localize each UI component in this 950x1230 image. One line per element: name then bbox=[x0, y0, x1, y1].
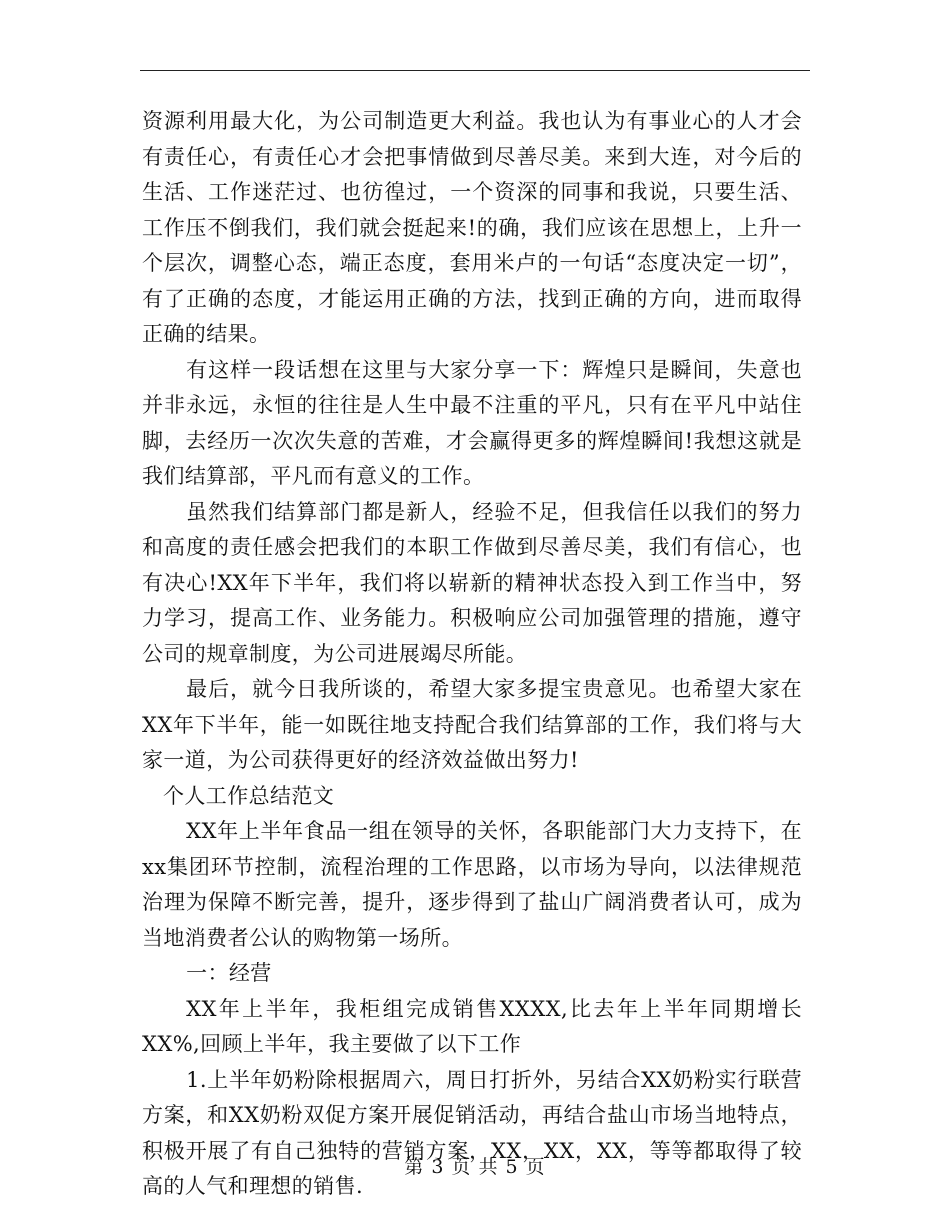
section-title: 个人工作总结范文 bbox=[163, 783, 335, 808]
document-body bbox=[142, 104, 802, 1205]
paragraph-6: XX年上半年食品一组在领导的关怀，各职能部门大力支持下，在xx集团环节控制，流程治理的工作思路，以市场为导向，以法律规范治理为保障不断完善，提升，逐步得到了盐山广阔消费者认可，成为当地消费者公认的购物第一场所。 bbox=[142, 819, 802, 950]
subsection-heading: 一：经营 bbox=[186, 961, 272, 985]
paragraph-1: 资源利用最大化，为公司制造更大利益。我也认为有事业心的人才会有责任心，有责任心才会把事情做到尽善尽美。来到大连，对今后的生活、工作迷茫过、也彷徨过，一个资深的同事和我说，只要生活、工作压不倒我们，我们就会挺起来!的确，我们应该在思想上，上升一个层次，调整心态，端正态度，套用米卢的一句话“态度决定一切”，有了正确的态度，才能运用正确的方法，找到正确的方向，进而取得正确的结果。 bbox=[142, 109, 802, 346]
paragraph-9: 1.上半年奶粉除根据周六，周日打折外，另结合XX奶粉实行联营方案，和XX奶粉双促方案开展促销活动，再结合盐山市场当地特点，积极开展了有自己独特的营销方案，XX，XX，XX，等等都取得了较高的人气和理想的销售. bbox=[142, 1067, 802, 1198]
header-rule bbox=[140, 70, 810, 71]
paragraph-2: 有这样一段话想在这里与大家分享一下：辉煌只是瞬间，失意也并非永远，永恒的往往是人生中最不注重的平凡，只有在平凡中站住脚，去经历一次次失意的苦难，才会赢得更多的辉煌瞬间!我想这就是我们结算部，平凡而有意义的工作。 bbox=[142, 357, 802, 488]
paragraph-8: XX年上半年，我柜组完成销售XXXX,比去年上半年同期增长XX%,回顾上半年，我主要做了以下工作 bbox=[142, 996, 802, 1056]
page-number-footer: 第 3 页 共 5 页 bbox=[404, 1156, 546, 1178]
paragraph-3: 虽然我们结算部门都是新人，经验不足，但我信任以我们的努力和高度的责任感会把我们的本职工作做到尽善尽美，我们有信心，也有决心!XX年下半年，我们将以崭新的精神状态投入到工作当中，努力学习，提高工作、业务能力。积极响应公司加强管理的措施，遵守公司的规章制度，为公司进展竭尽所能。 bbox=[142, 499, 802, 666]
paragraph-4: 最后，就今日我所谈的，希望大家多提宝贵意见。也希望大家在XX年下半年，能一如既往地支持配合我们结算部的工作，我们将与大家一道，为公司获得更好的经济效益做出努力! bbox=[142, 677, 802, 772]
